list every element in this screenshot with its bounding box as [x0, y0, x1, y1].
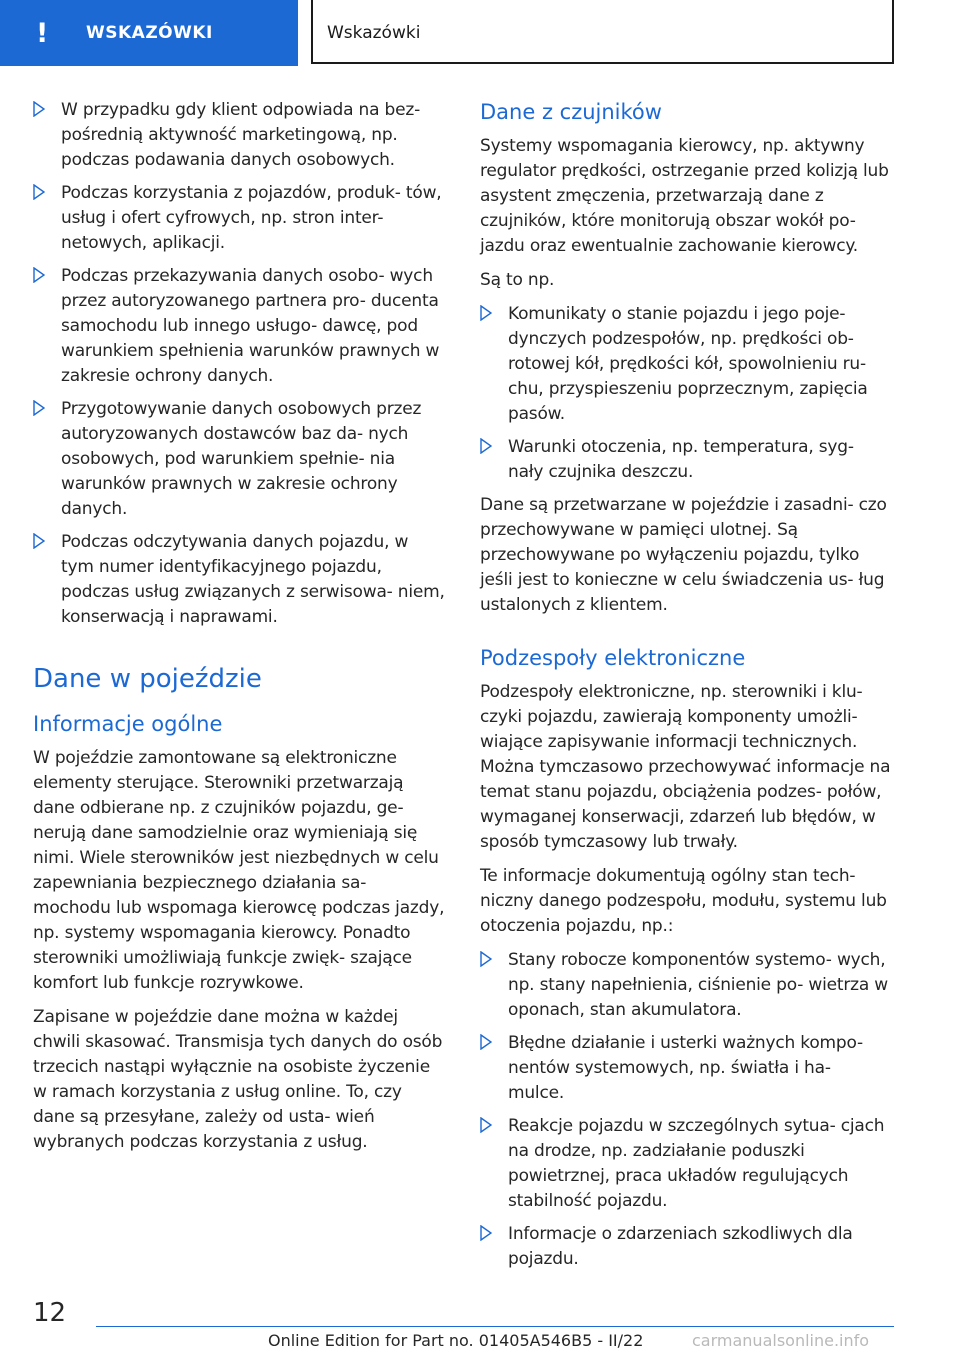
list-item-text: Stany robocze komponentów systemo- wych, np. stany napełnienia, ciśnienie po- wietrza w oponach, stan akumulatora. — [508, 950, 888, 1020]
paragraph: Systemy wspomagania kierowcy, np. aktywny regulator prędkości, ostrzeganie przed kolizją lub asystent zmęczenia, przetwarzają dane z czujników, które monitorują obszar wokół po- jazdu oraz ewentualnie zachowanie kierowcy. — [480, 136, 889, 256]
paragraph: Zapisane w pojeździe dane można w każdej chwili skasować. Transmisja tych danych do osób trzecich nastąpi wyłącznie na osobiste życzenie w ramach korzystania z usług online. To, czy dane są przesyłane, zależy od usta- wień wybranych podczas korzystania z usług. — [33, 1007, 443, 1152]
triangle-bullet-icon — [480, 951, 494, 967]
list-item-text: Przygotowywanie danych osobowych przez autoryzowanych dostawców baz da- nych osobowych, pod warunkiem spełnie- nia warunków prawnych w zakresie ochrony danych. — [61, 399, 422, 519]
list-item-text: Komunikaty o stanie pojazdu i jego poje- dynczych podzespołów, np. prędkości ob- rotowej kół, prędkości kół, spowolnieniu ru- chu, przyspieszeniu poprzecznym, zapięcia pasów. — [508, 304, 868, 424]
list-item-text: Reakcje pojazdu w szczególnych sytua- cjach na drodze, np. zadziałanie poduszki powietrznej, praca układów regulujących stabilność pojazdu. — [508, 1116, 885, 1211]
list-item-text: Podczas odczytywania danych pojazdu, w tym numer identyfikacyjnego pojazdu, podczas usług związanych z serwisowa- niem, konserwacją i naprawami. — [61, 532, 445, 627]
list-item — [480, 1222, 892, 1272]
section-heading: Dane w pojeździe — [33, 664, 262, 694]
section-label: WSKAZÓWKI — [86, 23, 213, 43]
paragraph: Podzespoły elektroniczne, np. sterowniki i klu- czyki pojazdu, zawierają komponenty umożli- wiające zapisywanie informacji technicznych. Można tymczasowo przechowywać informacje na temat stanu pojazdu, obciążenia podzes- połów, wymaganej konserwacji, zdarzeń lub błędów, w sposób tymczasowy lub trwały. — [480, 682, 891, 852]
triangle-bullet-icon — [480, 1034, 494, 1050]
watermark: carmanualsonline.info — [692, 1331, 870, 1350]
bullet-list — [480, 302, 892, 485]
list-item-text: Podczas przekazywania danych osobo- wych przez autoryzowanego partnera pro- ducenta samochodu lub innego usługo- dawcę, pod warunkiem spełnienia warunków prawnych w zakresie ochrony danych. — [61, 266, 440, 386]
paragraph: W pojeździe zamontowane są elektroniczne elementy sterujące. Sterowniki przetwarzają dane odbierane np. z czujników pojazdu, ge- nerują dane samodzielnie oraz wymieniają się nimi. Wiele sterowników jest niezbędnych w celu zapewniania bezpiecznego działania sa- mochodu lub wspomaga kierowcę podczas jazdy, np. systemy wspomagania kierowcy. Ponadto sterowniki umożliwiają funkcje zwięk- szające komfort lub funkcje rozrywkowe. — [33, 748, 445, 993]
exclamation-icon: ! — [36, 18, 49, 49]
list-item-text: W przypadku gdy klient odpowiada na bez- pośrednią aktywność marketingową, np. podczas podawania danych osobowych. — [61, 100, 421, 170]
list-item — [480, 302, 892, 427]
page-number: 12 — [33, 1298, 67, 1328]
triangle-bullet-icon — [33, 533, 47, 549]
bullet-list — [480, 948, 892, 1272]
footer-divider — [96, 1326, 894, 1327]
edition-info: Online Edition for Part no. 01405A546B5 - II/22 — [268, 1331, 644, 1350]
list-item — [33, 264, 445, 389]
page-header — [0, 0, 960, 66]
triangle-bullet-icon — [33, 101, 47, 117]
chapter-title-box — [311, 0, 894, 64]
list-item — [480, 948, 892, 1023]
list-item — [33, 397, 445, 522]
triangle-bullet-icon — [33, 184, 47, 200]
list-item-text: Warunki otoczenia, np. temperatura, syg- nały czujnika deszczu. — [508, 437, 854, 482]
triangle-bullet-icon — [33, 267, 47, 283]
bullet-list — [33, 98, 445, 630]
list-item-text: Błędne działanie i usterki ważnych kompo- nentów systemowych, np. światła i ha- mulce. — [508, 1033, 863, 1103]
right-column — [480, 98, 892, 1280]
subsection-heading: Podzespoły elektroniczne — [480, 646, 746, 670]
left-column — [33, 98, 445, 1164]
triangle-bullet-icon — [33, 400, 47, 416]
list-item — [33, 181, 445, 256]
chapter-title: Wskazówki — [327, 23, 421, 43]
list-item — [480, 1031, 892, 1106]
triangle-bullet-icon — [480, 305, 494, 321]
triangle-bullet-icon — [480, 1117, 494, 1133]
list-item — [33, 98, 445, 173]
triangle-bullet-icon — [480, 438, 494, 454]
list-item-text: Podczas korzystania z pojazdów, produk- tów, usług i ofert cyfrowych, np. stron inter- netowych, aplikacji. — [61, 183, 442, 253]
subsection-heading: Dane z czujników — [480, 100, 662, 124]
section-tab — [0, 0, 298, 66]
list-item — [480, 1114, 892, 1214]
paragraph: Dane są przetwarzane w pojeździe i zasadni- czo przechowywane w pamięci ulotnej. Są przechowywane po wyłączeniu pojazdu, tylko jeśli jest to konieczne w celu świadczenia us- ług ustalonych z klientem. — [480, 495, 887, 615]
triangle-bullet-icon — [480, 1225, 494, 1241]
list-item — [33, 530, 445, 630]
list-item — [480, 435, 892, 485]
list-item-text: Informacje o zdarzeniach szkodliwych dla pojazdu. — [508, 1224, 853, 1269]
paragraph: Są to np. — [480, 270, 555, 290]
paragraph: Te informacje dokumentują ogólny stan tech- niczny danego podzespołu, modułu, systemu lub otoczenia pojazdu, np.: — [480, 866, 887, 936]
subsection-heading: Informacje ogólne — [33, 712, 223, 736]
